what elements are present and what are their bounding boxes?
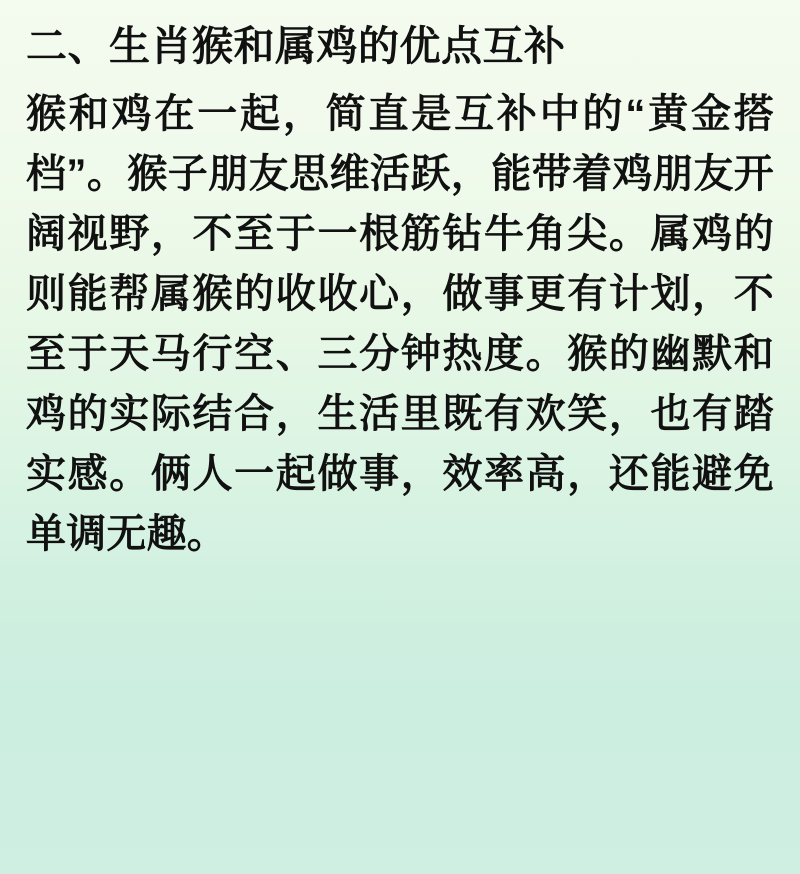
document-content [26,22,774,564]
section-paragraph: 猴和鸡在一起，简直是互补中的“黄金搭档”。猴子朋友思维活跃，能带着鸡朋友开阔视野，不至于一根筋钻牛角尖。属鸡的则能帮属猴的收收心，做事更有计划，不至于天马行空、三分钟热度。猴的幽默和鸡的实际结合，生活里既有欢笑，也有踏实感。俩人一起做事，效率高，还能避免单调无趣。 [26,92,774,557]
section-heading: 二、生肖猴和属鸡的优点互补 [26,23,566,69]
